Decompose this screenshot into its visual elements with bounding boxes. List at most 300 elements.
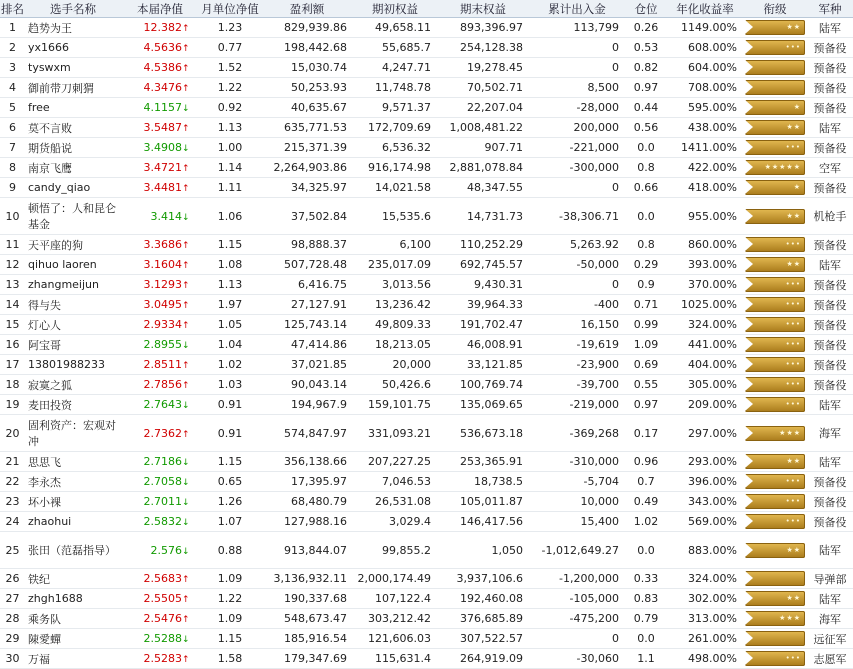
nav-cell: [121, 512, 199, 532]
player-name-link[interactable]: 固利资产：宏观对冲: [25, 415, 121, 452]
nav-cell: [121, 235, 199, 255]
rank-stars: ★★: [786, 545, 801, 554]
cum-flow-cell: -300,000: [529, 158, 625, 178]
arrow-up-icon: ↑: [182, 64, 190, 74]
col-cum-flow[interactable]: 累计出入金: [529, 0, 625, 18]
table-row[interactable]: [0, 492, 853, 512]
player-name-link[interactable]: candy_qiao: [25, 178, 121, 198]
table-row[interactable]: [0, 78, 853, 98]
monthly-nav-cell: 1.58: [199, 649, 261, 669]
player-name-link[interactable]: zhaohui: [25, 512, 121, 532]
nav-value: 2.5288: [143, 632, 182, 645]
rank-stars: •••: [785, 43, 801, 51]
table-row[interactable]: [0, 512, 853, 532]
rank-badge-cell: [743, 178, 807, 198]
rank-stars: •••: [785, 143, 801, 151]
military-rank-icon: [745, 100, 805, 115]
position-cell: 0.71: [625, 295, 667, 315]
player-name-link[interactable]: 坏小裸: [25, 492, 121, 512]
table-row[interactable]: [0, 589, 853, 609]
branch-cell: 预备役: [807, 178, 853, 198]
annual-return-cell: 608.00%: [667, 38, 743, 58]
annual-return-cell: 418.00%: [667, 178, 743, 198]
col-monthly-nav[interactable]: 月单位净值: [199, 0, 261, 18]
rank-cell: 2: [0, 38, 25, 58]
profit-cell: 913,844.07: [261, 532, 353, 569]
position-cell: 0.69: [625, 355, 667, 375]
arrow-up-icon: ↑: [182, 575, 190, 585]
profit-cell: 356,138.66: [261, 452, 353, 472]
position-cell: 0.0: [625, 198, 667, 235]
end-equity-cell: 893,396.97: [437, 18, 529, 38]
nav-value: 4.1157: [143, 101, 182, 114]
table-row[interactable]: [0, 295, 853, 315]
military-rank-icon: [745, 237, 805, 252]
position-cell: 0.8: [625, 235, 667, 255]
branch-cell: 陆军: [807, 589, 853, 609]
rank-stars: •••: [785, 340, 801, 348]
table-row[interactable]: [0, 569, 853, 589]
profit-cell: 125,743.14: [261, 315, 353, 335]
cum-flow-cell: -221,000: [529, 138, 625, 158]
col-end-equity[interactable]: 期末权益: [437, 0, 529, 18]
end-equity-cell: 14,731.73: [437, 198, 529, 235]
nav-cell: [121, 315, 199, 335]
annual-return-cell: 860.00%: [667, 235, 743, 255]
rank-stars: •••: [785, 240, 801, 248]
arrow-up-icon: ↑: [182, 184, 190, 194]
table-row[interactable]: [0, 415, 853, 452]
table-row[interactable]: [0, 198, 853, 235]
col-branch[interactable]: 军种: [807, 0, 853, 18]
end-equity-cell: 46,008.91: [437, 335, 529, 355]
start-equity-cell: 49,658.11: [353, 18, 437, 38]
nav-value: 3.414: [150, 209, 182, 223]
profit-cell: 635,771.53: [261, 118, 353, 138]
rank-stars: •••: [785, 400, 801, 408]
monthly-nav-cell: 1.04: [199, 335, 261, 355]
player-name-link[interactable]: zhgh1688: [25, 589, 121, 609]
military-rank-icon: [745, 120, 805, 135]
arrow-up-icon: ↑: [182, 24, 190, 34]
end-equity-cell: 907.71: [437, 138, 529, 158]
rank-stars: •••: [785, 280, 801, 288]
nav-value: 2.5683: [143, 572, 182, 585]
rank-cell: 5: [0, 98, 25, 118]
nav-value: 3.1604: [143, 258, 182, 271]
player-name-link[interactable]: 陳愛蟬: [25, 629, 121, 649]
profit-cell: 179,347.69: [261, 649, 353, 669]
col-nav[interactable]: 本届净值: [121, 0, 199, 18]
branch-cell: 陆军: [807, 532, 853, 569]
rank-badge-cell: [743, 375, 807, 395]
table-row[interactable]: [0, 375, 853, 395]
rank-badge-cell: [743, 395, 807, 415]
position-cell: 0.17: [625, 415, 667, 452]
table-row[interactable]: [0, 395, 853, 415]
position-cell: 0.79: [625, 609, 667, 629]
monthly-nav-cell: 1.00: [199, 138, 261, 158]
monthly-nav-cell: 1.15: [199, 452, 261, 472]
nav-value: 3.5487: [143, 121, 182, 134]
rank-badge-cell: [743, 38, 807, 58]
nav-value: 2.7643: [143, 398, 182, 411]
branch-cell: 预备役: [807, 98, 853, 118]
table-row[interactable]: [0, 158, 853, 178]
table-row[interactable]: [0, 472, 853, 492]
military-rank-icon: [745, 160, 805, 175]
annual-return-cell: 1025.00%: [667, 295, 743, 315]
start-equity-cell: 107,122.4: [353, 589, 437, 609]
start-equity-cell: 4,247.71: [353, 58, 437, 78]
monthly-nav-cell: 1.09: [199, 609, 261, 629]
position-cell: 0.96: [625, 452, 667, 472]
player-name-link[interactable]: 顿悟了：人和昆仑基金: [25, 198, 121, 235]
player-name-link[interactable]: 莫不言败: [25, 118, 121, 138]
branch-cell: 预备役: [807, 275, 853, 295]
nav-cell: [121, 275, 199, 295]
profit-cell: 190,337.68: [261, 589, 353, 609]
table-row[interactable]: [0, 38, 853, 58]
annual-return-cell: 343.00%: [667, 492, 743, 512]
branch-cell: 海军: [807, 609, 853, 629]
monthly-nav-cell: 1.23: [199, 18, 261, 38]
branch-cell: 预备役: [807, 78, 853, 98]
arrow-up-icon: ↑: [182, 84, 190, 94]
annual-return-cell: 595.00%: [667, 98, 743, 118]
profit-cell: 194,967.9: [261, 395, 353, 415]
nav-value: 4.3476: [143, 81, 182, 94]
profit-cell: 548,673.47: [261, 609, 353, 629]
table-row[interactable]: [0, 355, 853, 375]
position-cell: 0.49: [625, 492, 667, 512]
profit-cell: 3,136,932.11: [261, 569, 353, 589]
table-row[interactable]: [0, 255, 853, 275]
end-equity-cell: 9,430.31: [437, 275, 529, 295]
end-equity-cell: 192,460.08: [437, 589, 529, 609]
player-name-link[interactable]: 寂寞之狐: [25, 375, 121, 395]
rank-cell: 12: [0, 255, 25, 275]
nav-cell: [121, 118, 199, 138]
nav-cell: [121, 452, 199, 472]
rank-cell: 30: [0, 649, 25, 669]
end-equity-cell: 253,365.91: [437, 452, 529, 472]
profit-cell: 47,414.86: [261, 335, 353, 355]
military-rank-icon: [745, 426, 805, 441]
table-row[interactable]: [0, 315, 853, 335]
rank-stars: ★★: [786, 594, 801, 602]
rank-stars: •••: [785, 654, 801, 662]
nav-value: 2.7856: [143, 378, 182, 391]
nav-cell: [121, 629, 199, 649]
cum-flow-cell: -30,060: [529, 649, 625, 669]
arrow-down-icon: ↓: [182, 341, 190, 351]
arrow-down-icon: ↓: [182, 104, 190, 114]
arrow-down-icon: ↓: [182, 498, 190, 508]
rank-badge-cell: [743, 355, 807, 375]
position-cell: 0.44: [625, 98, 667, 118]
player-name-link[interactable]: 张田（范磊指导）: [25, 532, 121, 569]
annual-return-cell: 569.00%: [667, 512, 743, 532]
nav-cell: [121, 335, 199, 355]
profit-cell: 507,728.48: [261, 255, 353, 275]
nav-value: 4.5636: [143, 41, 182, 54]
annual-return-cell: 604.00%: [667, 58, 743, 78]
end-equity-cell: 146,417.56: [437, 512, 529, 532]
monthly-nav-cell: 1.15: [199, 235, 261, 255]
position-cell: 0.0: [625, 138, 667, 158]
end-equity-cell: 254,128.38: [437, 38, 529, 58]
rank-cell: 3: [0, 58, 25, 78]
start-equity-cell: 9,571.37: [353, 98, 437, 118]
rank-stars: ★★: [786, 211, 801, 220]
annual-return-cell: 293.00%: [667, 452, 743, 472]
table-row[interactable]: [0, 335, 853, 355]
start-equity-cell: 3,013.56: [353, 275, 437, 295]
monthly-nav-cell: 1.06: [199, 198, 261, 235]
end-equity-cell: 191,702.47: [437, 315, 529, 335]
rank-stars: ★★★: [779, 614, 801, 622]
rank-cell: 10: [0, 198, 25, 235]
nav-value: 3.0495: [143, 298, 182, 311]
cum-flow-cell: 0: [529, 58, 625, 78]
profit-cell: 40,635.67: [261, 98, 353, 118]
position-cell: 0.0: [625, 629, 667, 649]
col-position[interactable]: 仓位: [625, 0, 667, 18]
start-equity-cell: 331,093.21: [353, 415, 437, 452]
rank-cell: 8: [0, 158, 25, 178]
col-rank[interactable]: 排名: [1, 1, 24, 16]
monthly-nav-cell: 1.08: [199, 255, 261, 275]
rank-stars: •••: [785, 477, 801, 485]
start-equity-cell: 159,101.75: [353, 395, 437, 415]
rank-cell: 20: [0, 415, 25, 452]
table-row[interactable]: [0, 138, 853, 158]
rank-cell: 11: [0, 235, 25, 255]
start-equity-cell: 3,029.4: [353, 512, 437, 532]
rank-cell: 17: [0, 355, 25, 375]
nav-value: 3.3686: [143, 238, 182, 251]
rank-cell: 25: [0, 532, 25, 569]
rank-badge-cell: [743, 512, 807, 532]
table-row[interactable]: [0, 18, 853, 38]
player-name-link[interactable]: qihuo laoren: [25, 255, 121, 275]
position-cell: 1.1: [625, 649, 667, 669]
player-name-link[interactable]: 御前带刀刺猬: [25, 78, 121, 98]
table-row[interactable]: [0, 118, 853, 138]
cum-flow-cell: -39,700: [529, 375, 625, 395]
nav-cell: [121, 178, 199, 198]
nav-value: 2.8955: [143, 338, 182, 351]
branch-cell: 导弹部: [807, 569, 853, 589]
player-name-link[interactable]: 阿宝哥: [25, 335, 121, 355]
annual-return-cell: 1411.00%: [667, 138, 743, 158]
nav-cell: [121, 375, 199, 395]
branch-cell: 预备役: [807, 58, 853, 78]
rank-stars: ★★: [786, 260, 801, 268]
military-rank-icon: [745, 397, 805, 412]
arrow-up-icon: ↑: [182, 595, 190, 605]
table-row[interactable]: [0, 452, 853, 472]
monthly-nav-cell: 0.77: [199, 38, 261, 58]
nav-cell: [121, 492, 199, 512]
nav-value: 2.576: [150, 543, 182, 557]
table-row[interactable]: [0, 532, 853, 569]
profit-cell: 829,939.86: [261, 18, 353, 38]
nav-cell: [121, 158, 199, 178]
military-rank-icon: [745, 357, 805, 372]
profit-cell: 50,253.93: [261, 78, 353, 98]
nav-cell: [121, 355, 199, 375]
cum-flow-cell: 200,000: [529, 118, 625, 138]
table-row[interactable]: [0, 98, 853, 118]
player-name-link[interactable]: zhangmeijun: [25, 275, 121, 295]
rank-badge-cell: [743, 18, 807, 38]
rank-badge-cell: [743, 235, 807, 255]
player-name-link[interactable]: 麦田投资: [25, 395, 121, 415]
position-cell: 0.82: [625, 58, 667, 78]
arrow-up-icon: ↑: [182, 261, 190, 271]
nav-value: 2.7362: [143, 426, 182, 440]
rank-badge-cell: [743, 78, 807, 98]
military-rank-icon: [745, 140, 805, 155]
rank-cell: 14: [0, 295, 25, 315]
player-name-link[interactable]: 趋势为王: [25, 18, 121, 38]
player-name-link[interactable]: 期货船说: [25, 138, 121, 158]
monthly-nav-cell: 1.15: [199, 629, 261, 649]
monthly-nav-cell: 1.22: [199, 589, 261, 609]
position-cell: 0.26: [625, 18, 667, 38]
military-rank-icon: [745, 60, 805, 75]
cum-flow-cell: -400: [529, 295, 625, 315]
player-name-link[interactable]: 天平座的狗: [25, 235, 121, 255]
position-cell: 0.56: [625, 118, 667, 138]
annual-return-cell: 883.00%: [667, 532, 743, 569]
annual-return-cell: 441.00%: [667, 335, 743, 355]
player-name-link[interactable]: 铁纪: [25, 569, 121, 589]
col-annual-return[interactable]: 年化收益率: [667, 0, 743, 18]
start-equity-cell: 121,606.03: [353, 629, 437, 649]
branch-cell: 预备役: [807, 235, 853, 255]
table-row[interactable]: [0, 629, 853, 649]
nav-cell: [121, 98, 199, 118]
arrow-down-icon: ↓: [182, 635, 190, 645]
profit-cell: 27,127.91: [261, 295, 353, 315]
arrow-down-icon: ↓: [182, 144, 190, 154]
player-name-link[interactable]: tyswxm: [25, 58, 121, 78]
nav-cell: [121, 415, 199, 452]
cum-flow-cell: -28,000: [529, 98, 625, 118]
position-cell: 0.55: [625, 375, 667, 395]
cum-flow-cell: -50,000: [529, 255, 625, 275]
start-equity-cell: 2,000,174.49: [353, 569, 437, 589]
nav-value: 2.7058: [143, 475, 182, 488]
rank-stars: ★★★: [779, 428, 801, 437]
rank-badge-cell: [743, 138, 807, 158]
cum-flow-cell: 16,150: [529, 315, 625, 335]
military-rank-icon: [745, 611, 805, 626]
table-row[interactable]: [0, 58, 853, 78]
player-name-link[interactable]: 万福: [25, 649, 121, 669]
nav-value: 2.5505: [143, 592, 182, 605]
table-row[interactable]: [0, 178, 853, 198]
arrow-up-icon: ↑: [182, 429, 190, 440]
end-equity-cell: 135,069.65: [437, 395, 529, 415]
nav-value: 2.9334: [143, 318, 182, 331]
player-name-link[interactable]: 得与失: [25, 295, 121, 315]
nav-cell: [121, 472, 199, 492]
player-name-link[interactable]: 思思飞: [25, 452, 121, 472]
profit-cell: 90,043.14: [261, 375, 353, 395]
monthly-nav-cell: 1.02: [199, 355, 261, 375]
branch-cell: 预备役: [807, 38, 853, 58]
table-row[interactable]: [0, 609, 853, 629]
annual-return-cell: 313.00%: [667, 609, 743, 629]
end-equity-cell: 307,522.57: [437, 629, 529, 649]
monthly-nav-cell: 0.91: [199, 395, 261, 415]
table-row[interactable]: [0, 275, 853, 295]
start-equity-cell: 20,000: [353, 355, 437, 375]
start-equity-cell: 15,535.6: [353, 198, 437, 235]
cum-flow-cell: 0: [529, 275, 625, 295]
arrow-up-icon: ↑: [182, 321, 190, 331]
player-name-link[interactable]: 李永杰: [25, 472, 121, 492]
player-name-link[interactable]: free: [25, 98, 121, 118]
player-name-link[interactable]: yx1666: [25, 38, 121, 58]
branch-cell: 机枪手: [807, 198, 853, 235]
branch-cell: 陆军: [807, 452, 853, 472]
start-equity-cell: 6,100: [353, 235, 437, 255]
monthly-nav-cell: 1.26: [199, 492, 261, 512]
rank-badge-cell: [743, 98, 807, 118]
col-rank-badge[interactable]: 衔级: [743, 0, 807, 18]
player-name-link[interactable]: 乘务队: [25, 609, 121, 629]
nav-value: 3.4721: [143, 161, 182, 174]
start-equity-cell: 50,426.6: [353, 375, 437, 395]
military-rank-icon: [745, 514, 805, 529]
start-equity-cell: 26,531.08: [353, 492, 437, 512]
rank-cell: 1: [0, 18, 25, 38]
player-name-link[interactable]: 南京飞鹰: [25, 158, 121, 178]
player-name-link[interactable]: 13801988233: [25, 355, 121, 375]
cum-flow-cell: -369,268: [529, 415, 625, 452]
start-equity-cell: 11,748.78: [353, 78, 437, 98]
nav-value: 2.5283: [143, 652, 182, 665]
cum-flow-cell: -19,619: [529, 335, 625, 355]
col-name[interactable]: 选手名称: [25, 0, 121, 18]
arrow-down-icon: ↓: [182, 458, 190, 468]
end-equity-cell: 33,121.85: [437, 355, 529, 375]
cum-flow-cell: -5,704: [529, 472, 625, 492]
col-start-equity[interactable]: 期初权益: [353, 0, 437, 18]
end-equity-cell: 110,252.29: [437, 235, 529, 255]
position-cell: 0.83: [625, 589, 667, 609]
rank-badge-cell: [743, 452, 807, 472]
military-rank-icon: [745, 474, 805, 489]
position-cell: 0.97: [625, 395, 667, 415]
rank-badge-cell: [743, 58, 807, 78]
player-name-link[interactable]: 灯心人: [25, 315, 121, 335]
branch-cell: 陆军: [807, 395, 853, 415]
rank-badge-cell: [743, 589, 807, 609]
col-profit[interactable]: 盈利额: [261, 0, 353, 18]
nav-cell: [121, 58, 199, 78]
arrow-down-icon: ↓: [182, 401, 190, 411]
arrow-down-icon: ↓: [182, 518, 190, 528]
rank-cell: 4: [0, 78, 25, 98]
table-row[interactable]: [0, 235, 853, 255]
monthly-nav-cell: 1.13: [199, 275, 261, 295]
